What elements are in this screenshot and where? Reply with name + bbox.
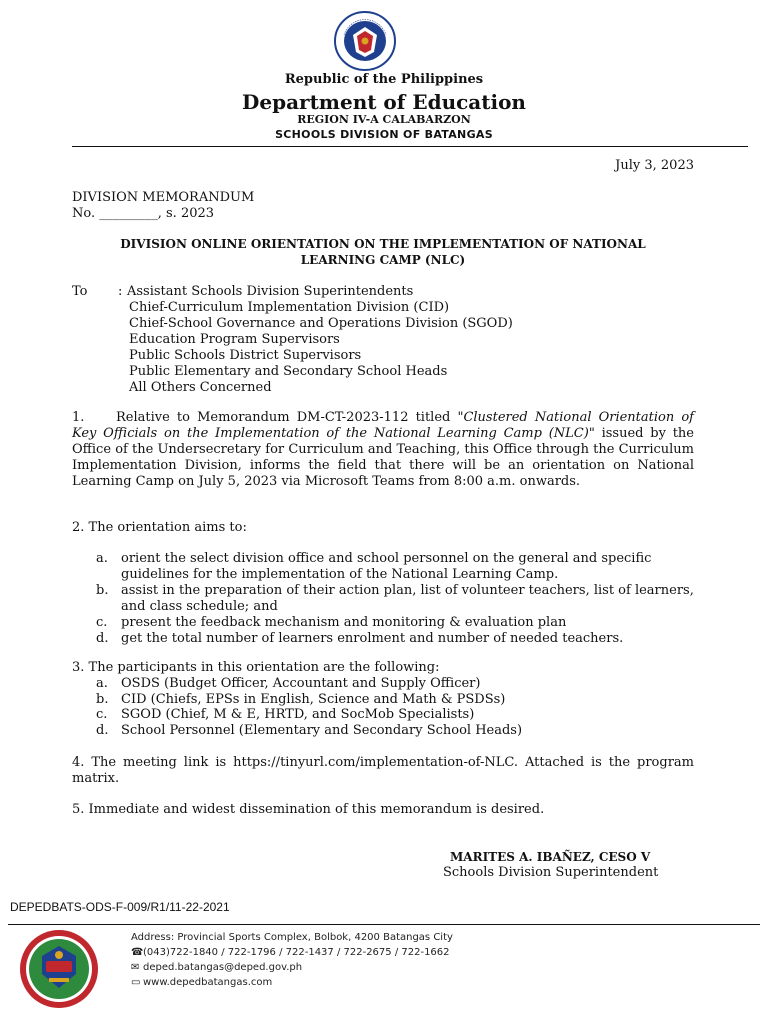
recipient-item: Chief-School Governance and Operations Division (SGOD) [129,316,513,331]
paragraph-1-memo-title: Clustered National Orientation of Key Officials on the Implementation of the National Learning Camp (NLC) [72,410,694,441]
division-seal-icon [18,928,100,1010]
deped-seal-icon [330,10,400,72]
list-letter: c. [96,707,108,722]
recipient-item: Chief-Curriculum Implementation Division (CID) [129,300,450,315]
memo-type: DIVISION MEMORANDUM [72,190,255,205]
list-letter: b. [96,583,109,598]
list-text: assist in the preparation of their action plan, list of volunteer teachers, list of learners, and class schedule; and [121,583,694,614]
list-letter: d. [96,631,109,646]
list-letter: c. [96,615,108,630]
paragraph-1-rest: " issued by the Office of the Undersecretary for Curriculum and Teaching, this Office through the Curriculum Implementation Division, informs the field that there will be an orientation on National Learning Camp on July 5, 2023 via Microsoft Teams from 8:00 a.m. onwards. [72,426,694,489]
email-address[interactable]: deped.batangas@deped.gov.ph [143,962,303,973]
website-url[interactable]: www.depedbatangas.com [143,977,273,988]
division-heading: SCHOOLS DIVISION OF BATANGAS [275,128,493,141]
paragraph-1 [72,410,694,490]
aims-list [96,551,694,647]
memo-number: No. _________, s. 2023 [72,206,215,221]
list-item [96,551,694,583]
list-item [96,676,694,692]
list-item [96,723,694,739]
address-line: Address: Provincial Sports Complex, Bolbok, 4200 Batangas City [131,932,453,943]
to-label: To [72,284,88,299]
list-letter: b. [96,691,109,707]
list-text: School Personnel (Elementary and Secondary School Heads) [121,722,523,738]
list-text: orient the select division office and school personnel on the general and specific guidelines for the implementation of the National Learning Camp. [121,551,652,582]
form-code: DEPEDBATS-ODS-F-009/R1/11-22-2021 [10,900,230,914]
list-item [96,583,694,615]
list-item [96,707,694,723]
email-line[interactable] [131,960,453,975]
recipient-item: Education Program Supervisors [129,332,340,347]
list-letter: a. [96,551,108,566]
paragraph-1-number: 1. [72,410,85,425]
republic-heading: Republic of the Philippines [284,72,484,87]
recipient-list [127,284,627,396]
participants-list [96,676,694,738]
phone-line [131,945,453,960]
paragraph-1-intro: Relative to Memorandum DM-CT-2023-112 titled " [116,410,464,425]
recipient-item: All Others Concerned [129,380,272,395]
paragraph-4-meeting-link: 4. The meeting link is https://tinyurl.com/implementation-of-NLC. Attached is the program matrix. [72,755,694,786]
memo-title-line-2: LEARNING CAMP (NLC) [300,253,466,267]
memo-title [72,236,694,268]
list-text: present the feedback mechanism and monitoring & evaluation plan [121,615,567,630]
paragraph-2: 2. The orientation aims to: [72,520,247,535]
region-heading: REGION IV-A CALABARZON [297,113,471,126]
list-text: get the total number of learners enrolment and number of needed teachers. [121,631,624,646]
email-icon: ✉ [131,962,140,973]
signatory-title: Schools Division Superintendent [443,865,659,880]
list-letter: d. [96,722,109,738]
contact-block [131,930,453,990]
list-letter: a. [96,676,108,691]
phone-icon: ☎ [131,947,144,958]
to-colon: : [118,284,123,299]
signatory-name: MARITES A. IBAÑEZ, CESO V [450,850,651,864]
list-item [96,615,694,631]
list-text: OSDS (Budget Officer, Accountant and Supply Officer) [121,676,481,691]
phone-numbers: (043)722-1840 / 722-1796 / 722-1437 / 722-2675 / 722-1662 [143,947,450,958]
recipient-item: Public Elementary and Secondary School Heads [129,364,448,379]
list-item [96,692,694,708]
recipient-item: Public Schools District Supervisors [129,348,362,363]
paragraph-3: 3. The participants in this orientation are the following: [72,660,440,675]
recipient-item: Assistant Schools Division Superintendents [127,284,414,299]
monitor-icon: ▭ [131,977,141,988]
footer-divider [8,924,760,925]
paragraph-5: 5. Immediate and widest dissemination of this memorandum is desired. [72,802,545,817]
website-line[interactable] [131,975,453,990]
list-item [96,631,694,647]
department-heading: Department of Education [242,90,526,114]
header-divider [72,146,748,147]
memo-title-line-1: DIVISION ONLINE ORIENTATION ON THE IMPLEMENTATION OF NATIONAL [120,237,646,251]
memo-date: July 3, 2023 [615,158,694,173]
list-text: CID (Chiefs, EPSs in English, Science and Math & PSDSs) [121,691,506,707]
list-text: SGOD (Chief, M & E, HRTD, and SocMob Specialists) [121,707,475,722]
